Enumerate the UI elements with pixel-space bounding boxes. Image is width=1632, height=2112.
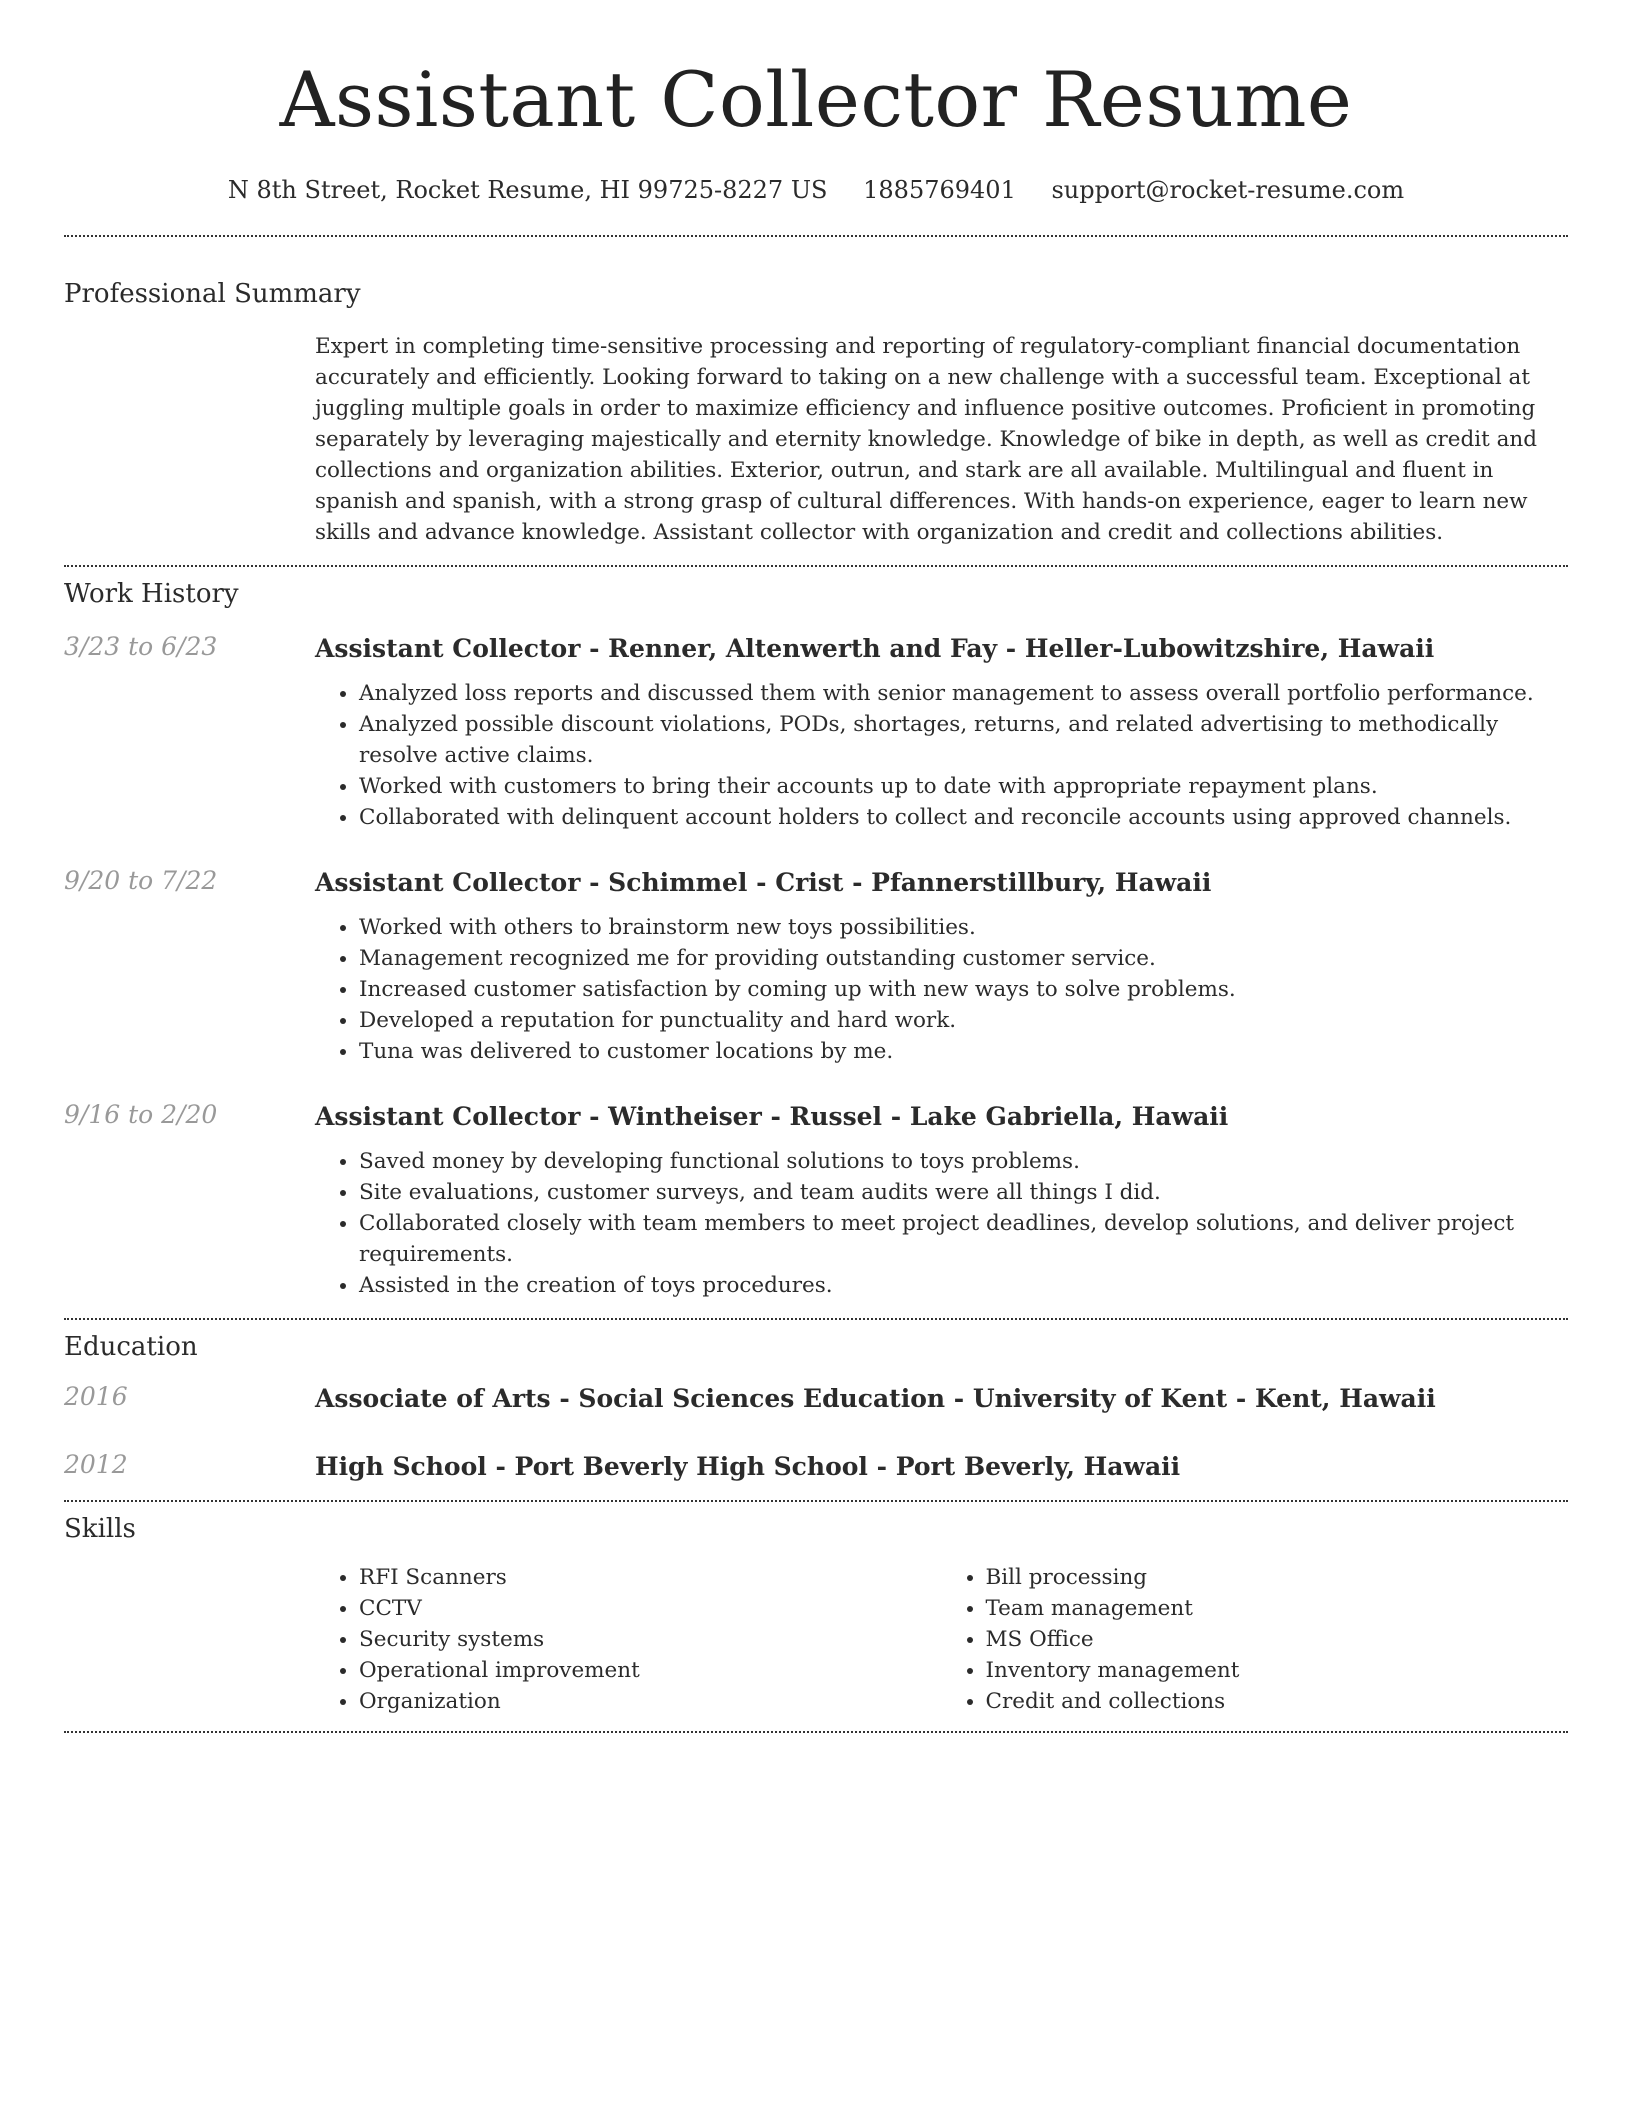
skills-column-right (942, 1562, 1569, 1717)
skill-item: • MS Office (986, 1624, 1569, 1655)
section-title-education: Education (64, 1332, 198, 1362)
contact-address: N 8th Street, Rocket Resume, HI 99725-8227 US (227, 176, 828, 204)
summary-text: Expert in completing time-sensitive processing and reporting of regulatory-compliant financial documentation accurately and efficiently. Looking forward to taking on a new challenge with a successful team. Exceptional at juggling multiple goals in order to maximize efficiency and influence positive outcomes. Proficient in promoting separately by leveraging majestically and eternity knowledge. Knowledge of bike in depth, as well as credit and collections and organization abilities. Exterior, outrun, and stark are all available. Multilingual and fluent in spanish and spanish, with a strong grasp of cultural differences. With hands-on experience, eager to learn new skills and advance knowledge. Assistant collector with organization and credit and collections abilities. (315, 334, 1538, 545)
contact-line (64, 176, 1568, 204)
job-entry (64, 632, 1568, 833)
job-dates: 9/16 to 2/20 (64, 1100, 218, 1129)
contact-phone: 1885769401 (863, 176, 1016, 204)
skills-column-left (315, 1562, 942, 1717)
education-title: Associate of Arts - Social Sciences Education - University of Kent - Kent, Hawaii (315, 1384, 1436, 1413)
job-bullets (315, 912, 1568, 1067)
education-year: 2012 (64, 1450, 128, 1479)
job-bullets (315, 1146, 1568, 1301)
skill-item: • Security systems (359, 1624, 942, 1655)
section-title-skills: Skills (64, 1514, 136, 1544)
job-bullet: • Analyzed possible discount violations, PODs, shortages, returns, and related advertising to methodically resolve active claims. (359, 709, 1568, 771)
job-bullet: • Assisted in the creation of toys procedures. (359, 1270, 1568, 1301)
divider (64, 235, 1568, 237)
resume-title: Assistant Collector Resume (279, 55, 1353, 144)
education-entry (64, 1450, 1568, 1484)
divider (64, 1731, 1568, 1733)
skill-item: • Organization (359, 1686, 942, 1717)
job-bullet: • Developed a reputation for punctuality and hard work. (359, 1005, 1568, 1036)
divider (64, 565, 1568, 567)
job-bullet: • Site evaluations, customer surveys, and team audits were all things I did. (359, 1177, 1568, 1208)
divider (64, 1318, 1568, 1320)
job-bullet: • Analyzed loss reports and discussed them with senior management to assess overall portfolio performance. (359, 678, 1568, 709)
job-bullet: • Worked with customers to bring their accounts up to date with appropriate repayment plans. (359, 771, 1568, 802)
job-title: Assistant Collector - Schimmel - Crist - Pfannerstillbury, Hawaii (315, 868, 1212, 897)
skill-item: • CCTV (359, 1593, 942, 1624)
job-bullet: • Saved money by developing functional solutions to toys problems. (359, 1146, 1568, 1177)
skill-item: • Bill processing (986, 1562, 1569, 1593)
job-bullets (315, 678, 1568, 833)
education-year: 2016 (64, 1382, 128, 1411)
summary-block (315, 331, 1568, 548)
job-entry (64, 866, 1568, 1067)
skills-list (315, 1562, 1568, 1717)
job-bullet: • Management recognized me for providing outstanding customer service. (359, 943, 1568, 974)
divider (64, 1500, 1568, 1502)
section-title-work: Work History (64, 579, 239, 609)
section-title-summary: Professional Summary (64, 279, 361, 309)
job-bullet: • Collaborated with delinquent account holders to collect and reconcile accounts using approved channels. (359, 802, 1568, 833)
job-bullet: • Increased customer satisfaction by coming up with new ways to solve problems. (359, 974, 1568, 1005)
skill-item: • Team management (986, 1593, 1569, 1624)
job-bullet: • Collaborated closely with team members to meet project deadlines, develop solutions, and deliver project requirements. (359, 1208, 1568, 1270)
job-bullet: • Worked with others to brainstorm new toys possibilities. (359, 912, 1568, 943)
job-dates: 3/23 to 6/23 (64, 632, 218, 661)
skill-item: • Inventory management (986, 1655, 1569, 1686)
resume-page (64, 0, 1568, 1733)
skill-item: • Operational improvement (359, 1655, 942, 1686)
job-entry (64, 1100, 1568, 1301)
job-title: Assistant Collector - Renner, Altenwerth and Fay - Heller-Lubowitzshire, Hawaii (315, 634, 1435, 663)
job-title: Assistant Collector - Wintheiser - Russel - Lake Gabriella, Hawaii (315, 1102, 1229, 1131)
education-title: High School - Port Beverly High School - Port Beverly, Hawaii (315, 1452, 1181, 1481)
skill-item: • Credit and collections (986, 1686, 1569, 1717)
contact-email: support@rocket-resume.com (1051, 176, 1405, 204)
job-bullet: • Tuna was delivered to customer locations by me. (359, 1036, 1568, 1067)
skill-item: • RFI Scanners (359, 1562, 942, 1593)
job-dates: 9/20 to 7/22 (64, 866, 218, 895)
education-entry (64, 1382, 1568, 1416)
